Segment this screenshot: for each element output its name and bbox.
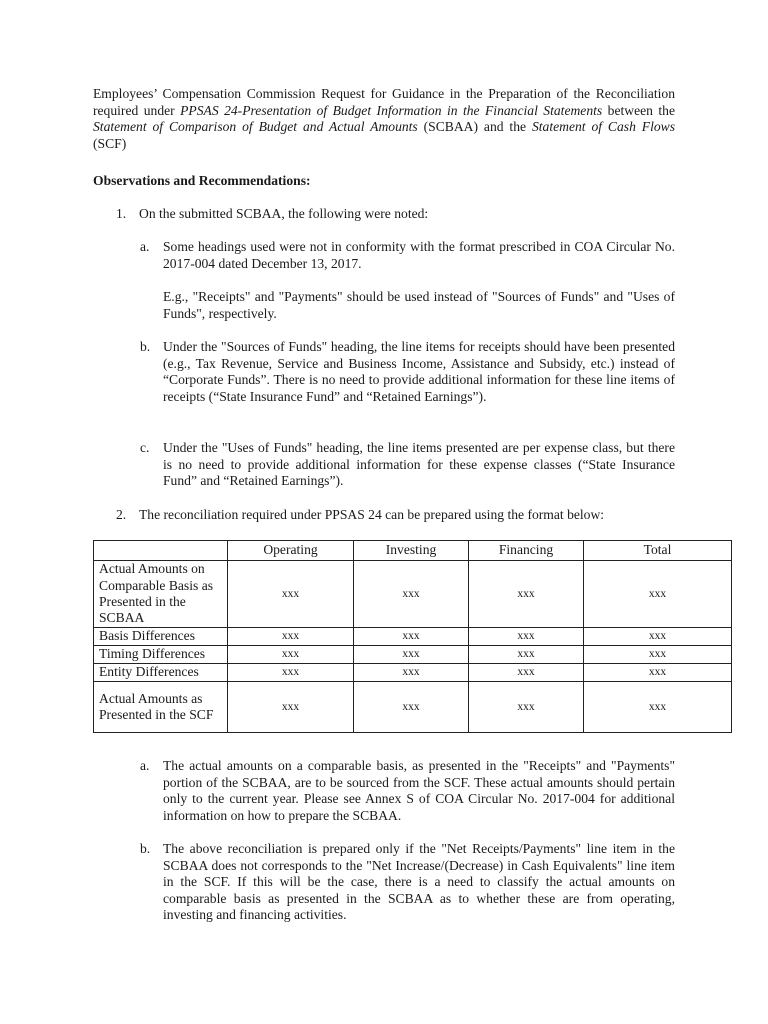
table-cell: xxx	[228, 628, 354, 646]
item-1-text: On the submitted SCBAA, the following were noted:	[139, 206, 429, 221]
table-row	[94, 682, 732, 733]
item-1a-example: E.g., "Receipts" and "Payments" should be used instead of "Sources of Funds" and "Uses of Funds", respectively.	[163, 289, 675, 321]
item-2a-text: The actual amounts on a comparable basis, as presented in the "Receipts" and "Payments" portion of the SCBAA, are to be sourced from the SCF. These actual amounts should pertain only to the current year. Please see Annex S of COA Circular No. 2017-004 for additional information on how to prepare the SCBAA.	[163, 758, 675, 823]
title-text-3: (SCBAA) and the	[417, 119, 532, 135]
table-row-label: Actual Amounts as Presented in the SCF	[94, 682, 228, 733]
item-2a-letter: a.	[140, 758, 150, 773]
item-2-number: 2.	[116, 507, 127, 522]
table-header-cell: Total	[584, 541, 732, 561]
item-1c-text: Under the "Uses of Funds" heading, the line items presented are per expense class, but there is no need to provide additional information for these expense classes (“State Insurance Fund” and “Retained Earnings”).	[163, 440, 675, 489]
table-header-row	[94, 541, 732, 561]
item-1c-letter: c.	[140, 440, 150, 455]
table-cell: xxx	[354, 628, 469, 646]
table-cell: xxx	[469, 628, 584, 646]
item-1b-text: Under the "Sources of Funds" heading, the line items for receipts should have been presented (e.g., Tax Revenue, Service and Business Income, Assistance and Subsidy, etc.) instead of “Corporate Funds”. There is no need to provide additional information for these line items of receipts (“State Insurance Fund” and “Retained Earnings”).	[163, 339, 675, 404]
table-row-label: Timing Differences	[94, 646, 228, 664]
table-header-cell: Financing	[469, 541, 584, 561]
table-row-label: Entity Differences	[94, 664, 228, 682]
item-1-number: 1.	[116, 206, 127, 221]
table-row-label: Actual Amounts on Comparable Basis as Presented in the SCBAA	[94, 561, 228, 628]
table-cell: xxx	[354, 646, 469, 664]
title-text-2: between the	[602, 102, 675, 118]
item-1a-letter: a.	[140, 239, 150, 254]
table-cell: xxx	[354, 682, 469, 733]
table-cell: xxx	[584, 628, 732, 646]
table-cell: xxx	[469, 646, 584, 664]
table-cell: xxx	[469, 561, 584, 628]
table-cell: xxx	[469, 682, 584, 733]
title-text-1: Employees’ Compensation Commission Request for Guidance in the Preparation of the Reconciliation required under	[93, 86, 675, 118]
item-2b-text: The above reconciliation is prepared only if the "Net Receipts/Payments" line item in the SCBAA does not corresponds to the "Net Increase/(Decrease) in Cash Equivalents" line item in the SCF. If this will be the case, there is a need to classify the actual amounts on comparable basis as presented in the SCBAA as to whether these are from operating, investing and financing activities.	[163, 841, 675, 923]
item-1b-letter: b.	[140, 339, 151, 354]
table-cell: xxx	[228, 561, 354, 628]
table-row-label: Basis Differences	[94, 628, 228, 646]
table-row	[94, 664, 732, 682]
table-cell: xxx	[584, 682, 732, 733]
title-text-4: (SCF)	[93, 135, 127, 151]
item-2-text: The reconciliation required under PPSAS 24 can be prepared using the format below:	[139, 507, 605, 522]
table-row	[94, 561, 732, 628]
table-header-cell	[94, 541, 228, 561]
table-cell: xxx	[228, 664, 354, 682]
table-cell: xxx	[584, 561, 732, 628]
item-1a-text: Some headings used were not in conformity with the format prescribed in COA Circular No. 2017-004 dated December 13, 2017.	[163, 239, 675, 271]
document-title	[93, 86, 675, 152]
table-cell: xxx	[469, 664, 584, 682]
table-cell: xxx	[228, 646, 354, 664]
table-cell: xxx	[584, 646, 732, 664]
table-row	[94, 628, 732, 646]
table-cell: xxx	[354, 664, 469, 682]
table-cell: xxx	[584, 664, 732, 682]
item-2b-letter: b.	[140, 841, 151, 856]
table-row	[94, 646, 732, 664]
title-italic-1: PPSAS 24-Presentation of Budget Information in the Financial Statements	[180, 102, 603, 118]
title-italic-2: Statement of Comparison of Budget and Actual Amounts	[93, 119, 418, 135]
section-heading: Observations and Recommendations:	[93, 173, 311, 188]
table-header-cell: Investing	[354, 541, 469, 561]
table-header-cell: Operating	[228, 541, 354, 561]
reconciliation-table	[93, 540, 732, 733]
table-cell: xxx	[228, 682, 354, 733]
table-cell: xxx	[354, 561, 469, 628]
title-italic-3: Statement of Cash Flows	[531, 119, 676, 135]
